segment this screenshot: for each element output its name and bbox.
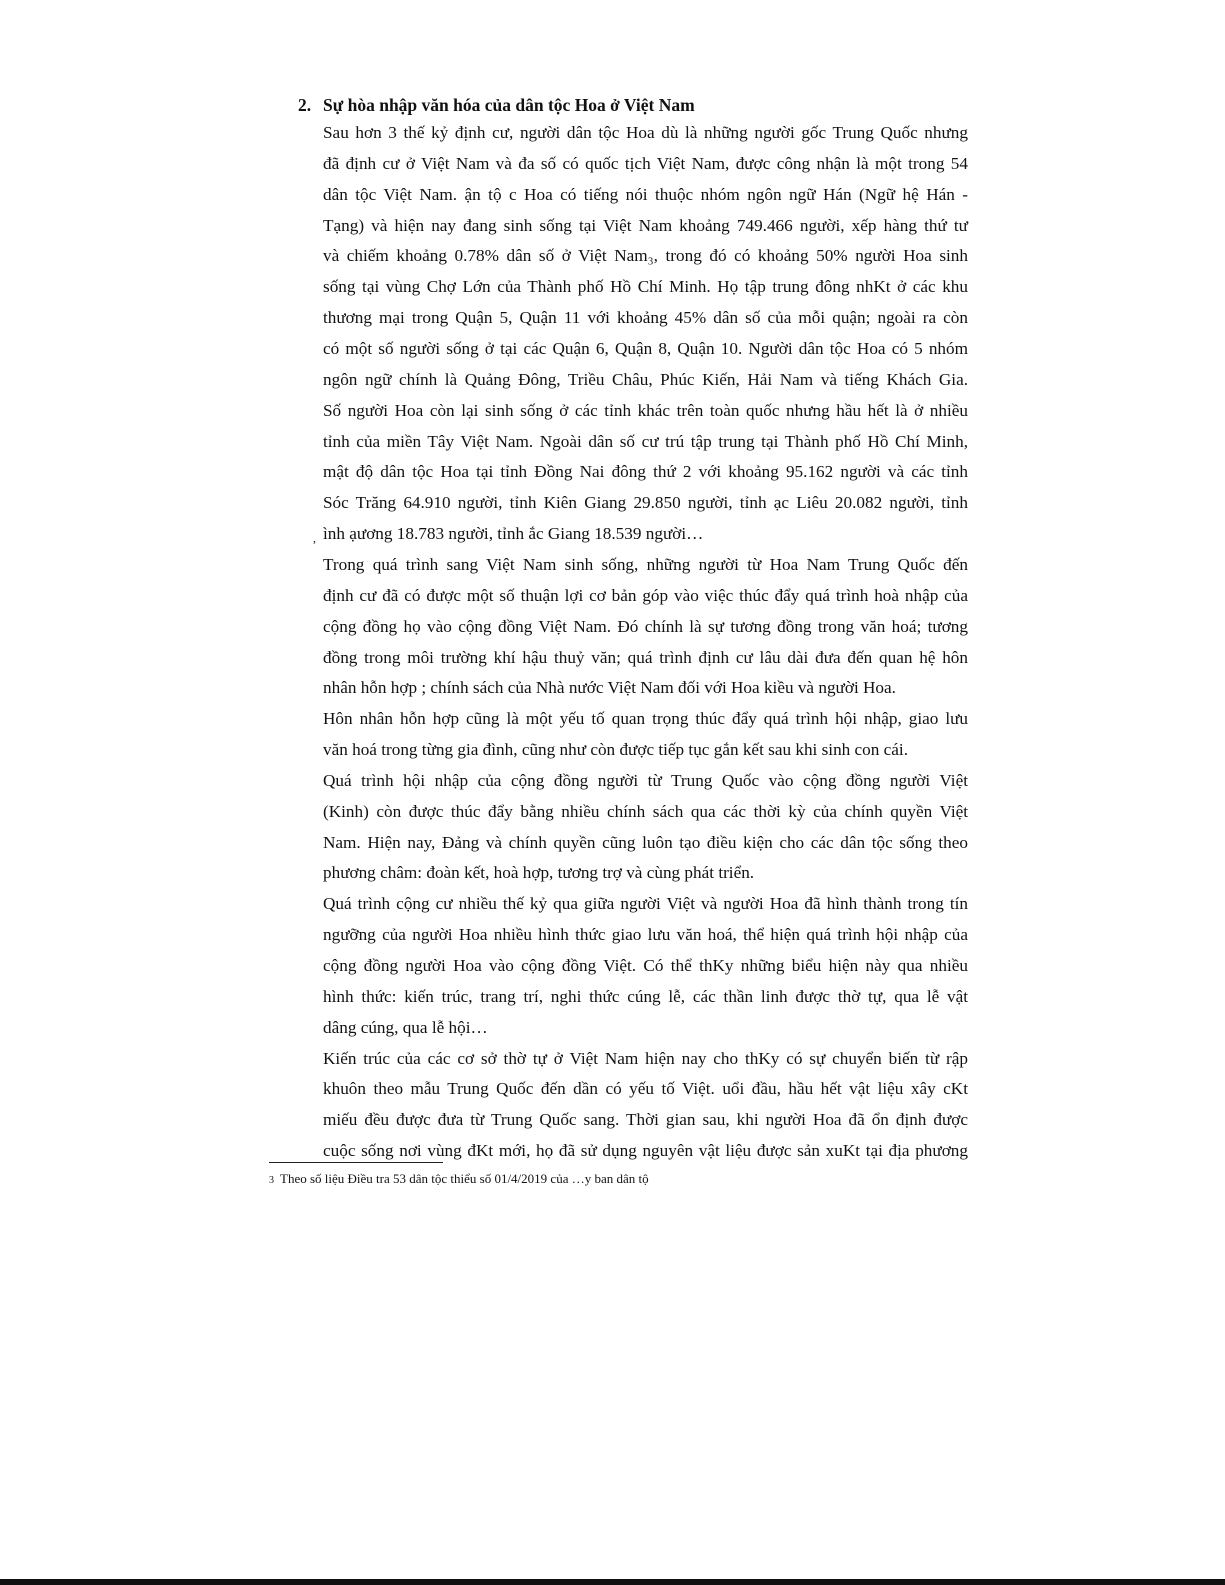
body-line: mật độ dân tộc Hoa tại tỉnh Đồng Nai đông thứ 2 với khoảng 95.162 người và các tỉnh [323, 462, 968, 482]
body-line: cuộc sống nơi vùng đKt mới, họ đã sử dụng nguyên vật liệu được sản xuKt tại địa phương [323, 1141, 968, 1161]
body-line: dân tộc Việt Nam. ận tộ c Hoa có tiếng nói thuộc nhóm ngôn ngữ Hán (Ngữ hệ Hán - [323, 184, 968, 204]
body-line: sống tại vùng Chợ Lớn của Thành phố Hồ Chí Minh. Họ tập trung đông nhKt ở các khu [323, 277, 968, 297]
body-line: Tạng) và hiện nay đang sinh sống tại Việt Nam khoảng 749.466 người, xếp hàng thứ tư [323, 215, 968, 235]
body-line: có một số người sống ở tại các Quận 6, Quận 8, Quận 10. Người dân tộc Hoa có 5 nhóm [323, 339, 968, 358]
body-line: Sau hơn 3 thế kỷ định cư, người dân tộc Hoa dù là những người gốc Trung Quốc nhưng [323, 123, 968, 142]
body-line: ngôn ngữ chính là Quảng Đông, Triều Châu, Phúc Kiến, Hải Nam và tiếng Khách Gia. [323, 369, 968, 389]
body-line: Hôn nhân hỗn hợp cũng là một yếu tố quan trọng thúc đẩy quá trình hội nhập, giao lưu [323, 709, 968, 729]
body-line: cộng đồng họ vào cộng đồng Việt Nam. Đó chính là sự tương đồng trong văn hoá; tương [323, 616, 968, 636]
body-line: thương mại trong Quận 5, Quận 11 với khoảng 45% dân số của mỗi quận; ngoài ra còn [323, 308, 968, 328]
body-line: Sóc Trăng 64.910 người, tỉnh Kiên Giang 29.850 người, tỉnh ạc Liêu 20.082 người, tỉnh [323, 493, 968, 513]
body-line: Số người Hoa còn lại sinh sống ở các tỉnh khác trên toàn quốc nhưng hầu hết là ở nhiều [323, 400, 968, 420]
body-line: ình ạương 18.783 người, tỉnh ắc Giang 18.539 người… [323, 524, 704, 543]
section-title: Sự hòa nhập văn hóa của dân tộc Hoa ở Việt Nam [323, 95, 695, 115]
body-line: hình thức: kiến trúc, trang trí, nghi thức cúng lễ, các thần linh được thờ tự, qua lễ vật [323, 986, 968, 1006]
stray-comma-mark: , [313, 531, 316, 545]
body-line: dâng cúng, qua lễ hội… [323, 1017, 488, 1037]
body-line: nhân hỗn hợp ; chính sách của Nhà nước Việt Nam đối với Hoa kiều và người Hoa. [323, 678, 896, 698]
footnote-text: Theo số liệu Điều tra 53 dân tộc thiểu số 01/4/2019 của …y ban dân tộ [280, 1171, 649, 1186]
body-line: cộng đồng người Hoa vào cộng đồng Việt. Có thể thKy những biểu hiện này qua nhiều [323, 956, 968, 975]
footnote-marker: 3 [269, 1175, 274, 1186]
body-line: phương châm: đoàn kết, hoà hợp, tương trợ và cùng phát triển. [323, 863, 755, 883]
body-line: đồng trong môi trường khí hậu thuỷ văn; quá trình định cư lâu dài đưa đến quan hệ hôn [323, 647, 968, 667]
body-line: Trong quá trình sang Việt Nam sinh sống, những người từ Hoa Nam Trung Quốc đến [323, 554, 968, 574]
body-line: tỉnh của miền Tây Việt Nam. Ngoài dân số cư trú tập trung tại Thành phố Hồ Chí Minh, [323, 431, 968, 451]
body-line: khuôn theo mẫu Trung Quốc đến dần có yếu tố Việt. uổi đầu, hầu hết vật liệu xây cKt [323, 1079, 968, 1099]
body-line: Nam. Hiện nay, Đảng và chính quyền cũng luôn tạo điều kiện cho các dân tộc sống theo [323, 832, 968, 852]
body-line: văn hoá trong từng gia đình, cũng như còn được tiếp tục gắn kết sau khi sinh con cái. [323, 740, 908, 759]
body-line: đã định cư ở Việt Nam và đa số có quốc tịch Việt Nam, được công nhận là một trong 54 [323, 153, 968, 173]
body-line: (Kinh) còn được thúc đẩy bằng nhiều chính sách qua các thời kỳ của chính quyền Việt [323, 801, 968, 821]
page-bottom-border [0, 1579, 1225, 1585]
section-heading [298, 92, 695, 118]
footnote-separator [269, 1162, 443, 1163]
body-line: Quá trình hội nhập của cộng đồng người từ Trung Quốc vào cộng đồng người Việt [323, 770, 968, 790]
body-line: ngưỡng của người Hoa nhiều hình thức giao lưu văn hoá, thể hiện quá trình hội nhập của [323, 925, 968, 945]
body-line: định cư đã có được một số thuận lợi cơ bản góp vào việc thúc đẩy quá trình hoà nhập của [323, 585, 968, 605]
body-line: Kiến trúc của các cơ sở thờ tự ở Việt Nam hiện nay cho thKy có sự chuyển biến từ rập [323, 1048, 968, 1068]
section-number: 2. [298, 95, 312, 115]
body-line: Quá trình cộng cư nhiều thế kỷ qua giữa người Việt và người Hoa đã hình thành trong tín [323, 894, 968, 914]
footnote [269, 1170, 649, 1190]
body-line: miếu đều được đưa từ Trung Quốc sang. Thời gian sau, khi người Hoa đã ổn định được [323, 1110, 968, 1130]
body-line: và chiếm khoảng 0.78% dân số ở Việt Nam₃, trong đó có khoảng 50% người Hoa sinh [323, 246, 968, 266]
